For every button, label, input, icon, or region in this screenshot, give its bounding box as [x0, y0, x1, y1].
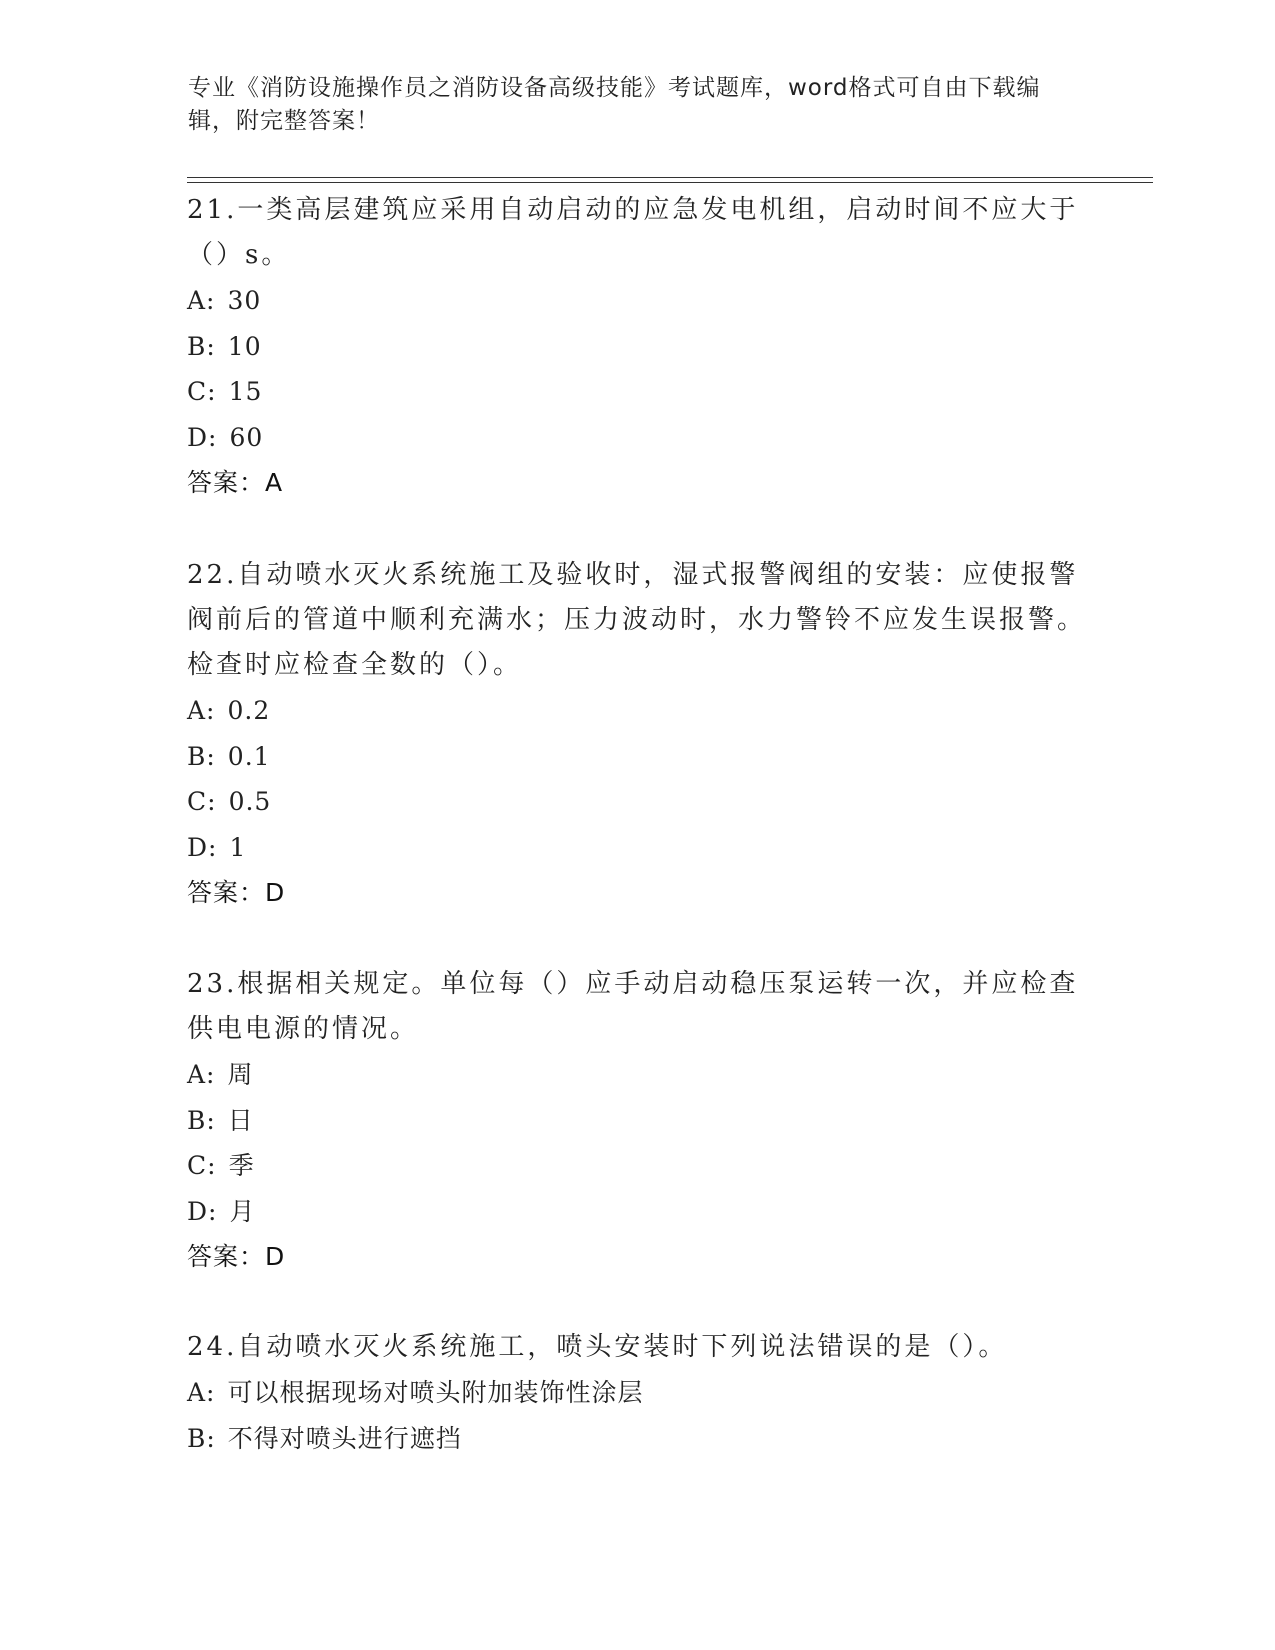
option-key: A:	[187, 286, 216, 315]
option-key: A:	[187, 1060, 216, 1089]
question-21	[187, 188, 1087, 505]
option-c	[187, 779, 1087, 825]
question-23	[187, 962, 1087, 1279]
option-text: 30	[227, 286, 262, 315]
option-c	[187, 369, 1087, 415]
question-stem: 24.自动喷水灭火系统施工，喷头安装时下列说法错误的是（）。	[187, 1332, 1008, 1362]
option-key: C:	[187, 1151, 217, 1180]
option-text: 季	[228, 1151, 255, 1180]
option-d	[187, 1189, 1087, 1235]
option-text: 日	[227, 1105, 254, 1135]
option-key: D:	[187, 422, 218, 452]
option-b	[187, 324, 1087, 370]
option-key: D:	[187, 1196, 218, 1226]
option-text: 15	[228, 377, 263, 406]
option-a	[187, 688, 1087, 734]
question-stem: 23.根据相关规定。单位每（）应手动启动稳压泵运转一次，并应检查供电电源的情况。	[187, 969, 1079, 1044]
option-text: 1	[229, 832, 247, 862]
option-key: B:	[187, 1105, 216, 1135]
option-key: B:	[187, 1423, 216, 1453]
option-a	[187, 278, 1087, 324]
option-a	[187, 1370, 1087, 1416]
option-text: 周	[227, 1060, 254, 1089]
option-text: 可以根据现场对喷头附加装饰性涂层	[227, 1378, 644, 1407]
document-header: 专业《消防设施操作员之消防设备高级技能》考试题库，word格式可自由下载编辑，附完整答案！	[188, 75, 1041, 134]
option-b	[187, 1416, 1087, 1462]
option-key: C:	[187, 787, 217, 816]
option-b	[187, 1098, 1087, 1144]
option-d	[187, 415, 1087, 461]
answer-line: 答案：D	[187, 1242, 286, 1271]
option-text: 月	[229, 1196, 256, 1226]
option-text: 10	[227, 331, 262, 361]
option-key: A:	[187, 696, 216, 725]
option-b	[187, 734, 1087, 780]
option-text: 0.1	[227, 741, 271, 771]
question-24	[187, 1325, 1087, 1461]
option-key: B:	[187, 741, 216, 771]
question-stem: 22.自动喷水灭火系统施工及验收时，湿式报警阀组的安装：应使报警阀前后的管道中顺利充满水；压力波动时，水力警铃不应发生误报警。检查时应检查全数的（）。	[187, 560, 1087, 680]
answer-line: 答案：D	[187, 878, 286, 907]
answer-line: 答案：A	[187, 468, 284, 497]
option-key: B:	[187, 331, 216, 361]
question-stem: 21.一类高层建筑应采用自动启动的应急发电机组，启动时间不应大于（）s。	[187, 195, 1079, 270]
option-a	[187, 1052, 1087, 1098]
option-key: A:	[187, 1378, 216, 1407]
option-text: 0.5	[228, 787, 272, 816]
option-d	[187, 825, 1087, 871]
header-divider-top	[187, 177, 1153, 178]
option-text: 0.2	[227, 696, 271, 725]
option-key: C:	[187, 377, 217, 406]
option-c	[187, 1143, 1087, 1189]
option-key: D:	[187, 832, 218, 862]
option-text: 不得对喷头进行遮挡	[227, 1423, 462, 1453]
question-22	[187, 553, 1087, 915]
header-divider-bottom	[187, 182, 1153, 183]
option-text: 60	[229, 422, 264, 452]
